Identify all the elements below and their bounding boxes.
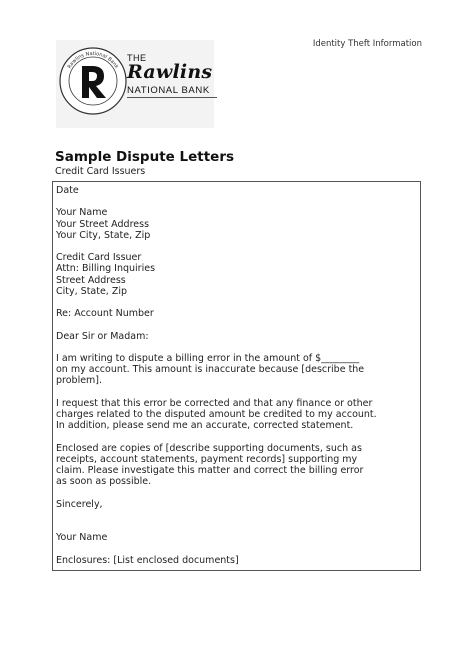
page-subtitle: Credit Card Issuers xyxy=(55,166,146,177)
bank-name-prefix: THE xyxy=(127,53,147,63)
sender-street: Your Street Address xyxy=(56,218,150,230)
paragraph-1-line: on my account. This amount is inaccurate because [describe the xyxy=(56,364,365,376)
paragraph-2-line: charges related to the disputed amount be credited to my account. xyxy=(56,408,377,420)
paragraph-3-line: Enclosed are copies of [describe supporting documents, such as xyxy=(56,442,362,454)
recipient-attn: Attn: Billing Inquiries xyxy=(56,263,156,275)
recipient-street: Street Address xyxy=(56,274,126,286)
paragraph-3-line: claim. Please investigate this matter and correct the billing error xyxy=(56,464,364,476)
page-title: Sample Dispute Letters xyxy=(55,149,235,165)
paragraph-1-line: problem]. xyxy=(56,375,103,387)
bank-seal-icon xyxy=(58,46,128,116)
seal-text: Rawlins National Bank xyxy=(66,50,120,70)
paragraph-2-line: In addition, please send me an accurate, corrected statement. xyxy=(56,420,354,432)
letter-re: Re: Account Number xyxy=(56,308,154,320)
recipient-name: Credit Card Issuer xyxy=(56,252,142,264)
recipient-city: City, State, Zip xyxy=(56,285,128,297)
sender-name: Your Name xyxy=(56,207,108,219)
sender-city: Your City, State, Zip xyxy=(56,229,151,241)
bank-name: Rawlins xyxy=(127,61,213,83)
letter-signature: Your Name xyxy=(56,532,108,544)
letter-enclosures: Enclosures: [List enclosed documents] xyxy=(56,554,239,566)
paragraph-1-line: I am writing to dispute a billing error in the amount of $________ xyxy=(56,352,360,364)
paragraph-3-line: as soon as possible. xyxy=(56,476,152,488)
bank-name-suffix: NATIONAL BANK xyxy=(127,85,210,96)
bank-logo xyxy=(56,40,214,128)
paragraph-3-line: receipts, account statements, payment records] supporting my xyxy=(56,453,358,465)
paragraph-2-line: I request that this error be corrected and that any finance or other xyxy=(56,397,373,409)
document-header-label: Identity Theft Information xyxy=(312,39,422,49)
sample-letter xyxy=(52,181,421,571)
letter-date: Date xyxy=(56,185,79,196)
logo-divider xyxy=(127,97,217,98)
letter-closing: Sincerely, xyxy=(56,498,103,510)
letter-salutation: Dear Sir or Madam: xyxy=(56,330,149,342)
